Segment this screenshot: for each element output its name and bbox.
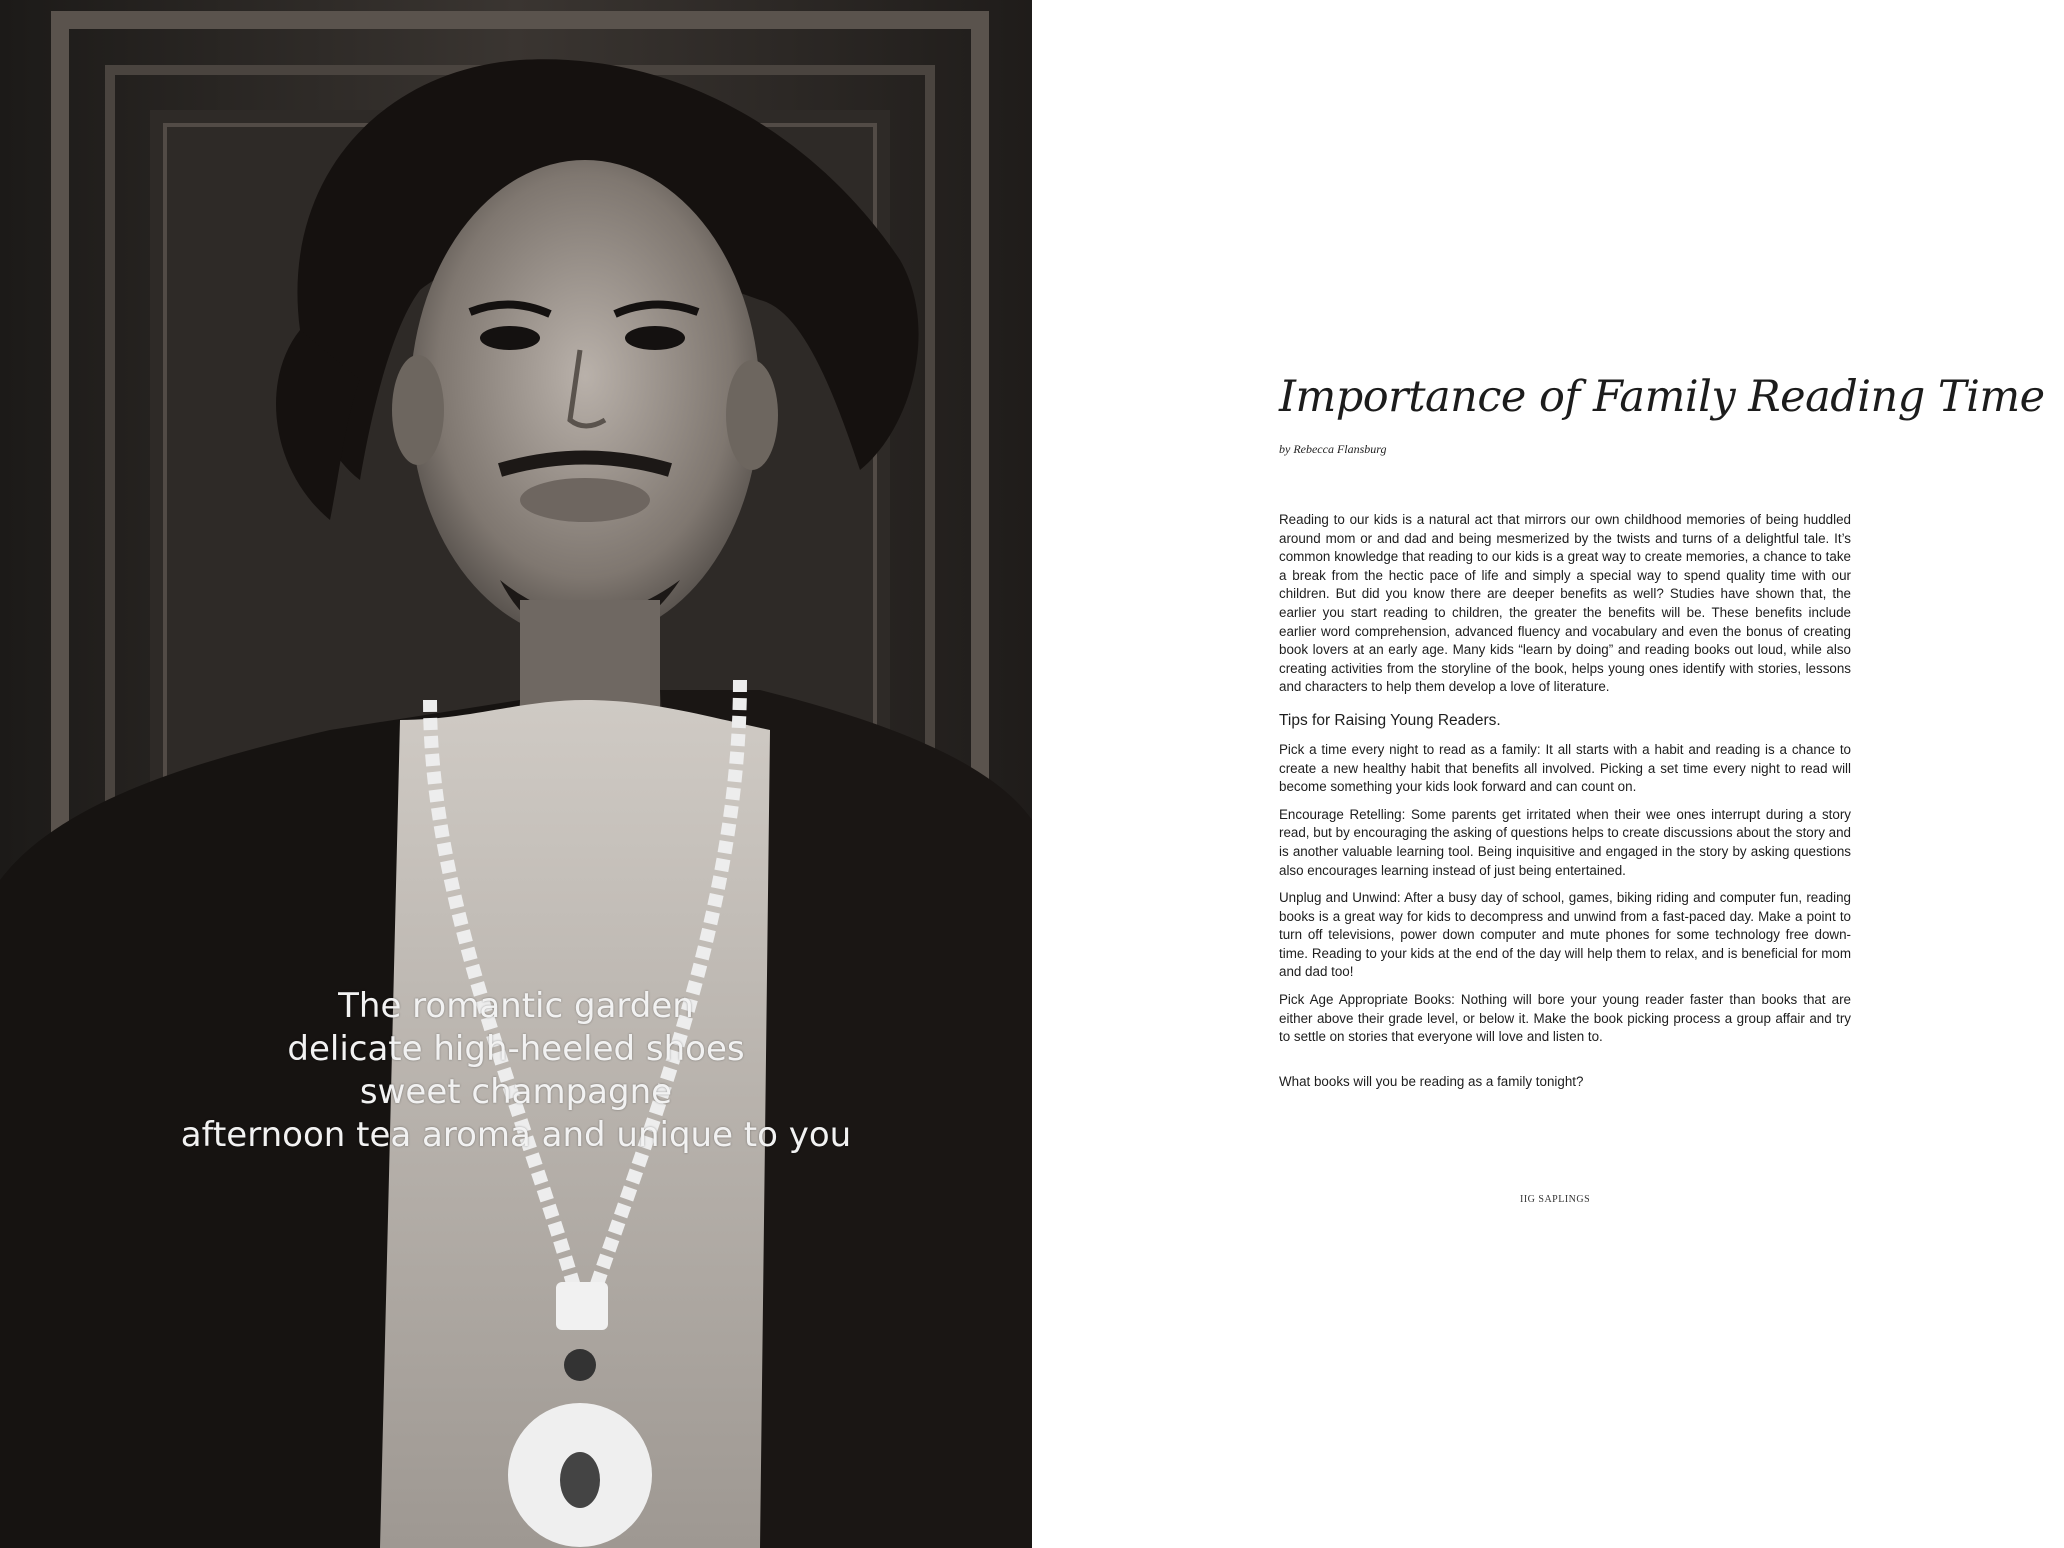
tips-heading: Tips for Raising Young Readers.: [1279, 711, 1501, 729]
tip-paragraph: Unplug and Unwind: After a busy day of school, games, biking riding and computer fun, reading books is a great way for kids to decompress and unwind from a fast-paced day. Make a point to turn off televisions, power down computer and mute phones for some technology free down-time. Reading to your kids at the end of the day will help them to relax, and is beneficial for mom and dad too!: [1279, 890, 1851, 980]
article-byline: by Rebecca Flansburg: [1279, 442, 1387, 456]
intro-paragraph: Reading to our kids is a natural act that mirrors our own childhood memories of being huddled around mom or and dad and being mesmerized by the twists and turns of a delightful tale. It’s common knowledge that reading to our kids is a great way to create memories, a chance to take a break from the hectic pace of life and simply a special way to spend quality time with our children. But did you know there are deeper benefits as well? Studies have shown that, the earlier you start reading to children, the greater the benefits will be. These benefits include earlier word comprehension, advanced fluency and vocabulary and even the bonus of creating book lovers at an early age. Many kids “learn by doing” and reading books out loud, while also creating activities from the storyline of the book, helps young ones identify with stories, lessons and characters to help them develop a love of literature.: [1279, 512, 1851, 695]
article-title: Importance of Family Reading Time: [1279, 372, 2045, 422]
article-body: [1279, 511, 1851, 1100]
tip-paragraph: Pick a time every night to read as a family: It all starts with a habit and reading is a chance to create a new healthy habit that benefits all involved. Picking a set time every night to read will become something your kids look forward and can count on.: [1279, 741, 1851, 795]
poem-line-3: sweet champagne: [359, 1072, 673, 1112]
closing-question: What books will you be reading as a family tonight?: [1279, 1073, 1584, 1089]
tip-paragraph: Encourage Retelling: Some parents get irritated when their wee ones interrupt during a story read, but by encouraging the asking of questions helps to create discussions about the story and is another valuable learning tool. Being inquisitive and engaged in the story by asking questions also encourages learning instead of just being entertained.: [1279, 806, 1851, 878]
article-page: [1032, 0, 2064, 1548]
poem-line-2: delicate high-heeled shoes: [287, 1029, 745, 1069]
overlay-poem: [0, 985, 1032, 1157]
poem-line-4: afternoon tea aroma and unique to you: [180, 1115, 852, 1155]
tip-paragraph: Pick Age Appropriate Books: Nothing will bore your young reader faster than books that are either above their grade level, or below it. Make the book picking process a group affair and try to settle on stories that everyone will love and listen to.: [1279, 992, 1851, 1045]
page-folio: IIG SAPLINGS: [1520, 1194, 1591, 1205]
poem-line-1: The romantic garden: [338, 986, 694, 1026]
